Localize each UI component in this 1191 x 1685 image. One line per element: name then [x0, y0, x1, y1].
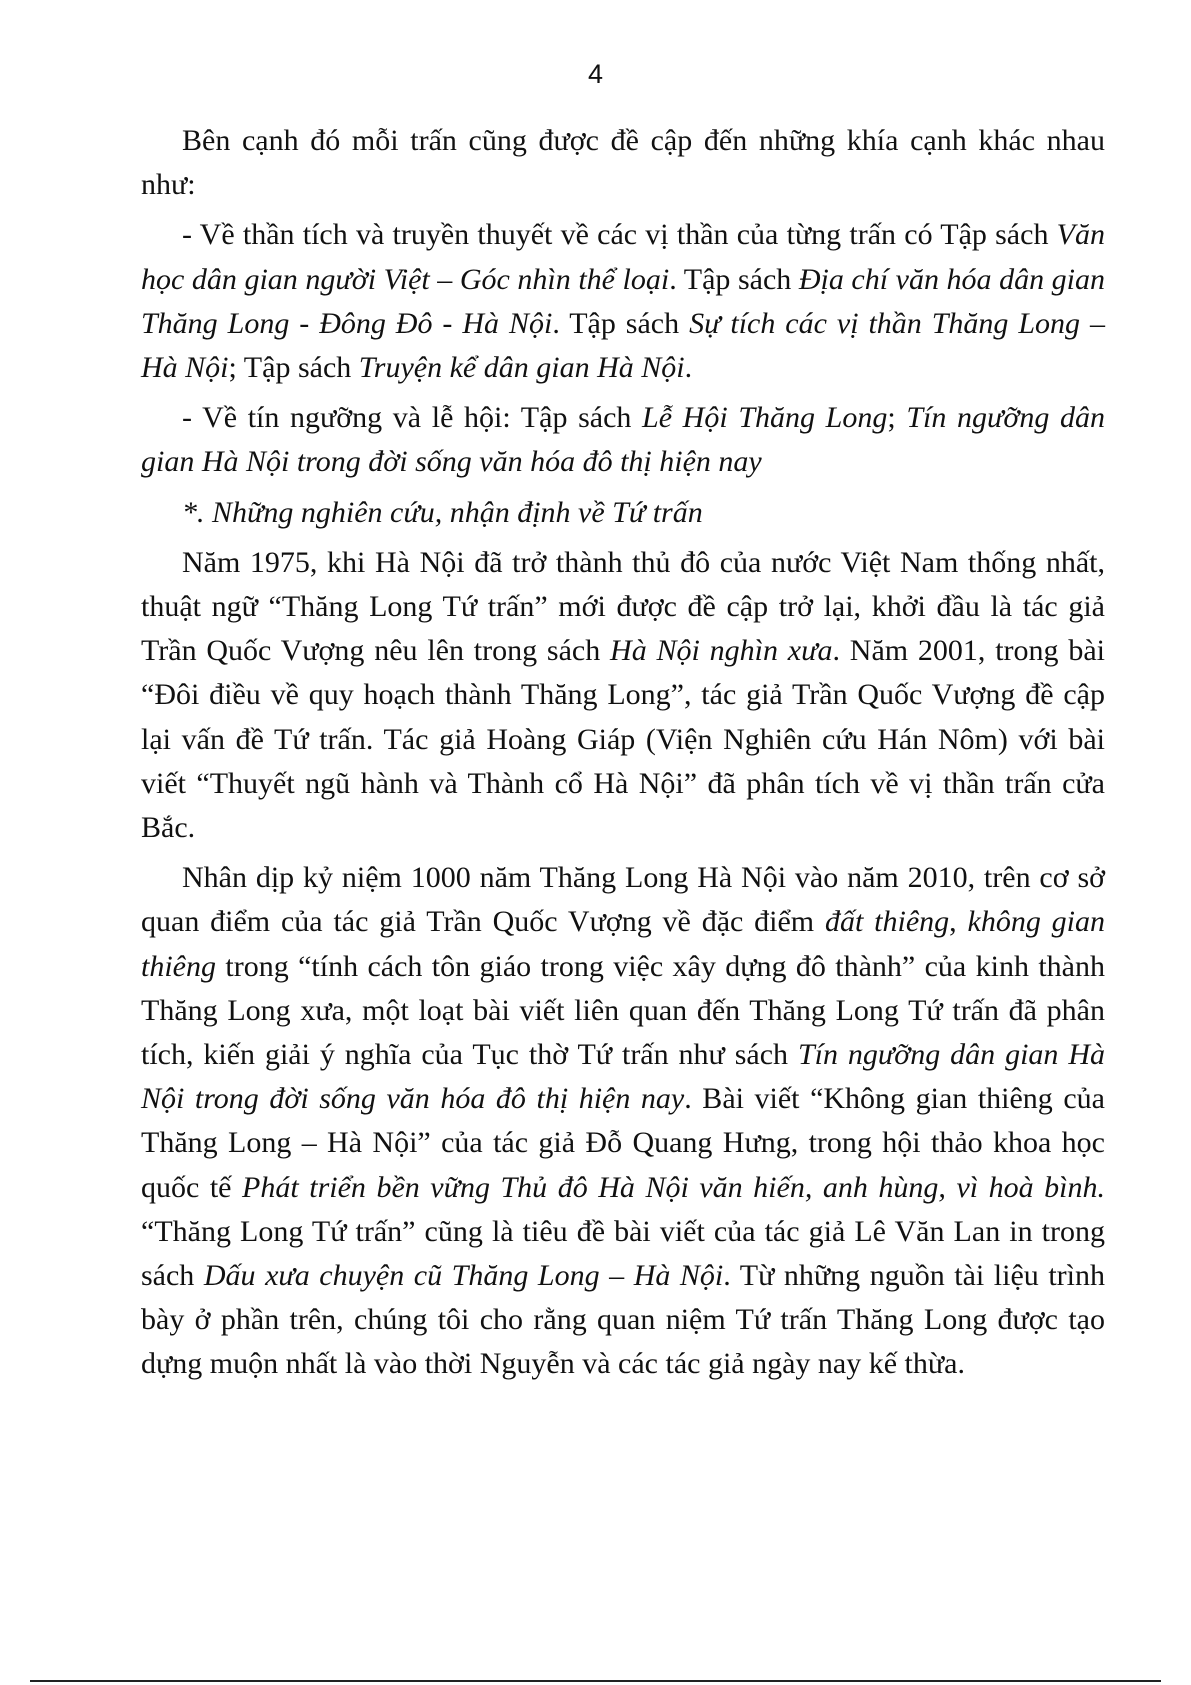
body-text — [141, 119, 1105, 1387]
text-run: , — [949, 905, 968, 939]
book-title: Truyện kể dân gian Hà Nội — [358, 351, 685, 385]
footer-rule — [30, 1680, 1161, 1682]
paragraph-beliefs — [141, 396, 1105, 484]
paragraph-1975 — [141, 541, 1105, 850]
text-run: “Thăng Long Tứ trấn” cũng là tiêu đề bài viết của tác giả Lê Văn Lan in trong sách — [141, 1214, 1105, 1293]
book-title: Tín ngưỡng dân gian Hà Nội trong đời sống văn hóa đô thị hiện nay — [141, 401, 1105, 479]
text-run: trong “tính cách tôn giáo trong việc xây dựng đô thành” của kinh thành Thăng Long xưa, một loạt bài viết liên quan đến Thăng Long Tứ trấn đã phân tích, kiến giải ý nghĩa của Tục thờ Tứ trấn như sách — [141, 949, 1105, 1072]
emphasis-term: không gian thiêng — [141, 905, 1106, 983]
text-run: Năm 1975, khi Hà Nội đã trở thành thủ đô của nước Việt Nam thống nhất, thuật ngữ “Thăng Long Tứ trấn” mới được đề cập trở lại, khởi đầu là tác giả Trần Quốc Vượng nêu lên trong sách — [141, 545, 1105, 668]
book-title: Tín ngưỡng dân gian Hà Nội trong đời sống văn hóa đô thị hiện nay — [141, 1038, 1105, 1116]
book-title: Dấu xưa chuyện cũ Thăng Long – Hà Nội — [203, 1259, 724, 1293]
book-title: Sự tích các vị thần Thăng Long – Hà Nội — [141, 306, 1106, 385]
section-heading: *. Những nghiên cứu, nhận định về Tứ trấn — [182, 495, 703, 529]
text-run: ; — [887, 401, 907, 435]
text-run: . — [684, 351, 693, 385]
text-run: ; Tập sách — [228, 351, 359, 385]
book-title: Địa chí văn hóa dân gian Thăng Long - Đông Đô - Hà Nội — [141, 262, 1105, 340]
conference-title: Phát triển bền vững Thủ đô Hà Nội văn hiến, anh hùng, vì hoà bình. — [242, 1170, 1105, 1204]
text-run: . Bài viết “Không gian thiêng của Thăng Long – Hà Nội” của tác giả Đỗ Quang Hưng, trong hội thảo khoa học quốc tế — [141, 1082, 1105, 1204]
paragraph-intro: Bên cạnh đó mỗi trấn cũng được đề cập đến những khía cạnh khác nhau như: — [141, 124, 1105, 202]
text-run: . Năm 2001, trong bài “Đôi điều về quy hoạch thành Thăng Long”, tác giả Trần Quốc Vượng đề cập lại vấn đề Tứ trấn. Tác giả Hoàng Giáp (Viện Nghiên cứu Hán Nôm) với bài viết “Thuyết ngũ hành và Thành cổ Hà Nội” đã phân tích về vị thần trấn cửa Bắc. — [141, 634, 1105, 845]
text-run: . Tập sách — [552, 306, 690, 340]
text-run: - Về tín ngưỡng và lễ hội: Tập sách — [182, 401, 643, 435]
text-run: . Tập sách — [669, 262, 799, 296]
text-run: - Về thần tích và truyền thuyết về các vị thần của từng trấn có Tập sách — [182, 218, 1057, 252]
book-title: Lễ Hội Thăng Long — [642, 401, 888, 435]
text-run: . Từ những nguồn tài liệu trình bày ở phần trên, chúng tôi cho rằng quan niệm Tứ trấn Thăng Long được tạo dựng muộn nhất là vào thời Nguyễn và các tác giả ngày nay kế thừa. — [141, 1259, 1106, 1381]
page-number: 4 — [587, 59, 604, 89]
text-run: Nhân dịp kỷ niệm 1000 năm Thăng Long Hà Nội vào năm 2010, trên cơ sở quan điểm của tác giả Trần Quốc Vượng về đặc điểm — [141, 861, 1105, 939]
paragraph-legends — [141, 213, 1105, 390]
book-title: Hà Nội nghìn xưa — [610, 634, 833, 668]
paragraph-2010 — [141, 856, 1105, 1386]
book-title: Văn học dân gian người Việt – Góc nhìn thể loại — [141, 218, 1105, 296]
emphasis-term: đất thiêng — [825, 905, 950, 939]
